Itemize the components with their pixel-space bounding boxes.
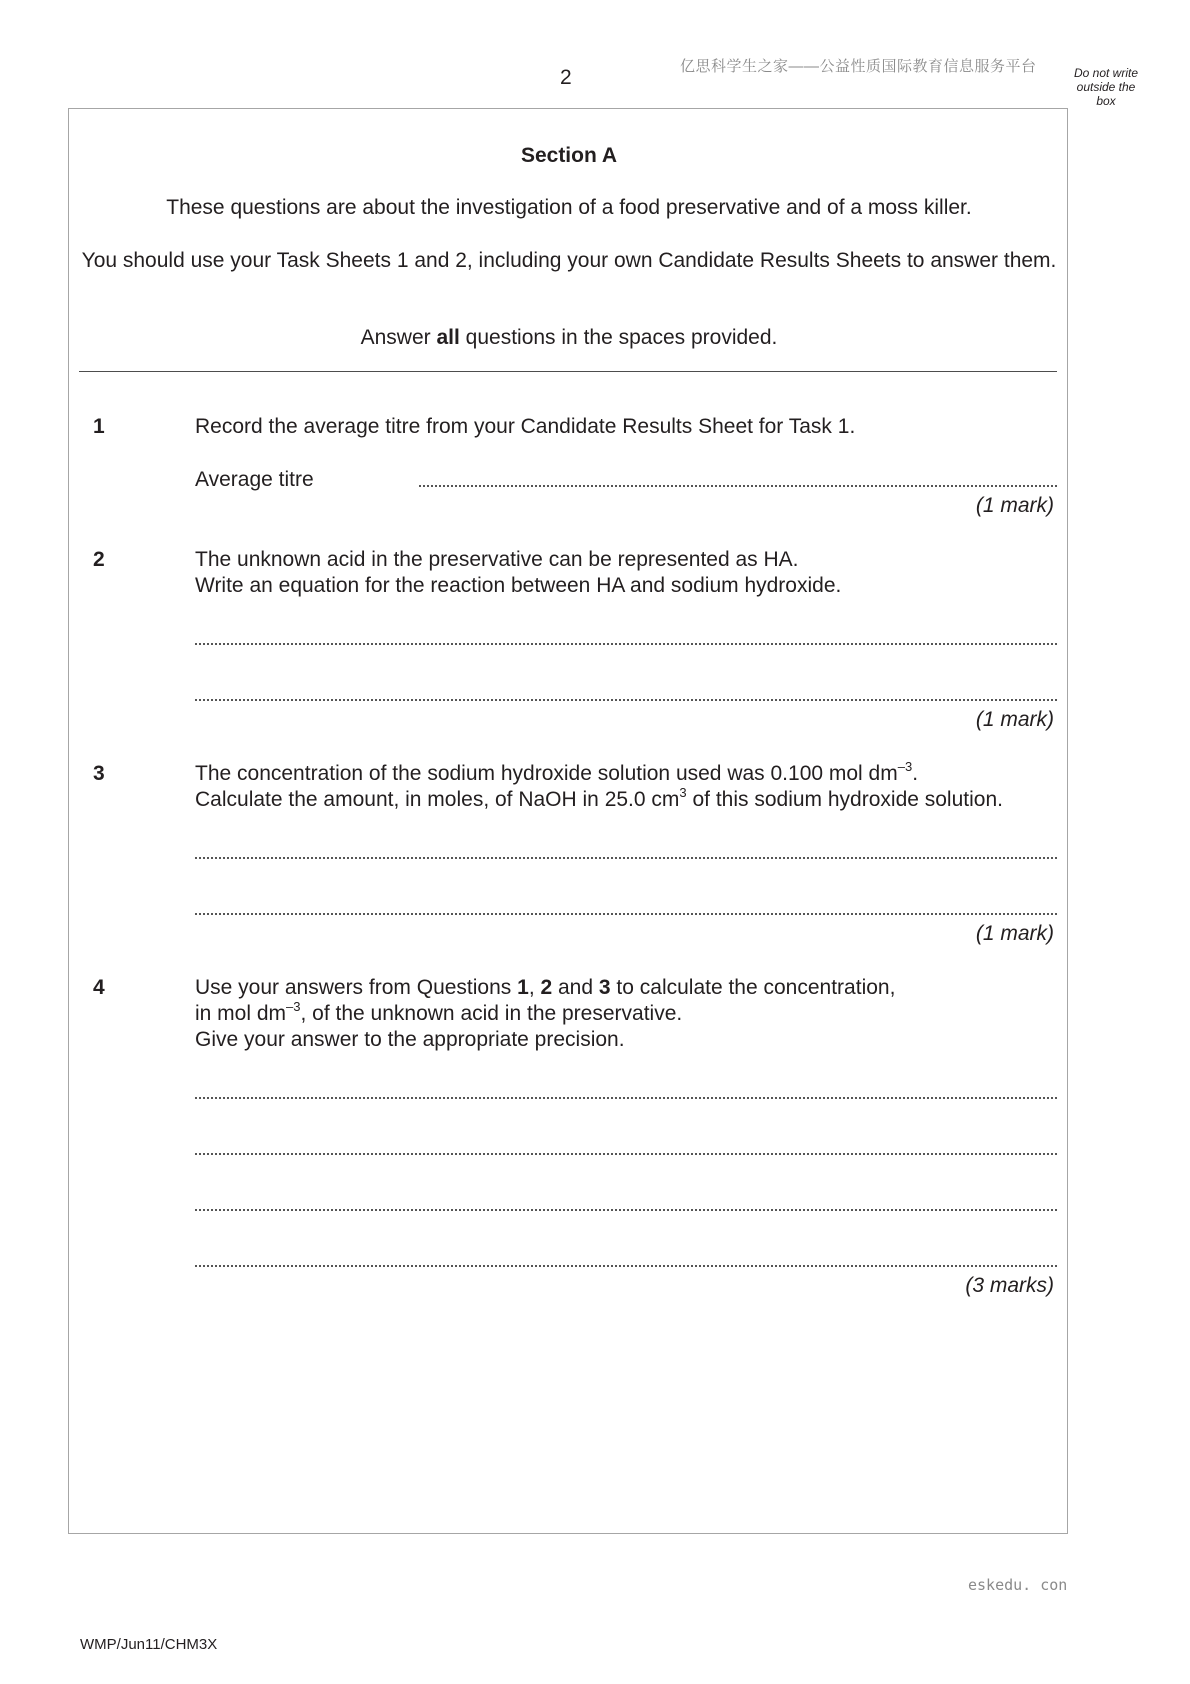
- q4-line-1-c2: and: [552, 976, 599, 999]
- question-1-label: Average titre: [195, 468, 314, 491]
- question-2-line-2: Write an equation for the reaction between HA and sodium hydroxide.: [195, 574, 842, 597]
- intro-3-pre: Answer: [360, 326, 437, 349]
- question-1-mark: (1 mark): [975, 494, 1054, 517]
- paper-code: WMP/Jun11/CHM3X: [80, 1636, 218, 1653]
- page-number: 2: [560, 66, 572, 89]
- answer-box: [68, 108, 1068, 1534]
- intro-3-bold: all: [436, 326, 460, 349]
- question-4-line-1: [195, 975, 895, 1001]
- section-title: Section A: [520, 144, 618, 167]
- intro-3-post: questions in the spaces provided.: [459, 326, 778, 349]
- q4-line-1-d: to calculate the concentration,: [610, 976, 896, 999]
- section-divider: [79, 371, 1057, 372]
- question-4-line-3: Give your answer to the appropriate precision.: [195, 1028, 625, 1051]
- intro-text-1: These questions are about the investigation of a food preservative and of a moss killer.: [166, 196, 972, 219]
- question-3-mark: (1 mark): [975, 922, 1054, 945]
- q4-line-1-c1: ,: [528, 976, 541, 999]
- question-1-answer-line[interactable]: [419, 481, 1057, 487]
- question-4-number: 4: [93, 976, 105, 999]
- q4-line-2-pre: in mol dm: [195, 1002, 287, 1025]
- site-watermark: eskedu. con: [968, 1576, 1068, 1594]
- q3-line-1-pre: The concentration of the sodium hydroxide solution used was 0.100 mol dm: [195, 762, 898, 785]
- question-4-answer-line-3[interactable]: [195, 1205, 1057, 1211]
- question-1-number: 1: [93, 415, 105, 438]
- question-4-answer-line-2[interactable]: [195, 1149, 1057, 1155]
- q4-ref-2: 2: [540, 976, 553, 999]
- q4-ref-3: 3: [598, 976, 611, 999]
- question-3-answer-line-2[interactable]: [195, 909, 1057, 915]
- question-3-line-1: [195, 761, 918, 787]
- question-2-answer-line-2[interactable]: [195, 695, 1057, 701]
- question-3-number: 3: [93, 762, 105, 785]
- question-4-answer-line-1[interactable]: [195, 1093, 1057, 1099]
- q4-ref-1: 1: [517, 976, 529, 999]
- question-1-text: Record the average titre from your Candidate Results Sheet for Task 1.: [195, 415, 856, 438]
- watermark-text: 亿思科学生之家——公益性质国际教育信息服务平台: [680, 58, 1037, 75]
- intro-text-3: [69, 325, 1069, 351]
- question-4-answer-line-4[interactable]: [195, 1261, 1057, 1267]
- question-2-answer-line-1[interactable]: [195, 639, 1057, 645]
- q3-line-2-pre: Calculate the amount, in moles, of NaOH in 25.0 cm: [195, 788, 680, 811]
- q3-line-2-sup: 3: [679, 785, 687, 800]
- q4-line-2-post: , of the unknown acid in the preservative.: [300, 1002, 683, 1025]
- question-2-line-1: The unknown acid in the preservative can be represented as HA.: [195, 548, 799, 571]
- q4-line-2-sup: –3: [286, 999, 301, 1014]
- q3-line-1-post: .: [912, 762, 919, 785]
- q3-line-2-post: of this sodium hydroxide solution.: [686, 788, 1003, 811]
- margin-note: Do not write outside the box: [1073, 66, 1139, 108]
- q4-line-1-a: Use your answers from Questions: [195, 976, 518, 999]
- question-4-mark: (3 marks): [965, 1274, 1054, 1297]
- intro-text-2: You should use your Task Sheets 1 and 2, including your own Candidate Results Sheets to answer them.: [81, 249, 1057, 272]
- question-2-mark: (1 mark): [975, 708, 1054, 731]
- question-2-number: 2: [93, 548, 105, 571]
- question-3-answer-line-1[interactable]: [195, 853, 1057, 859]
- q3-line-1-sup: –3: [897, 759, 913, 774]
- question-4-line-2: [195, 1001, 682, 1027]
- question-3-line-2: [195, 787, 1003, 813]
